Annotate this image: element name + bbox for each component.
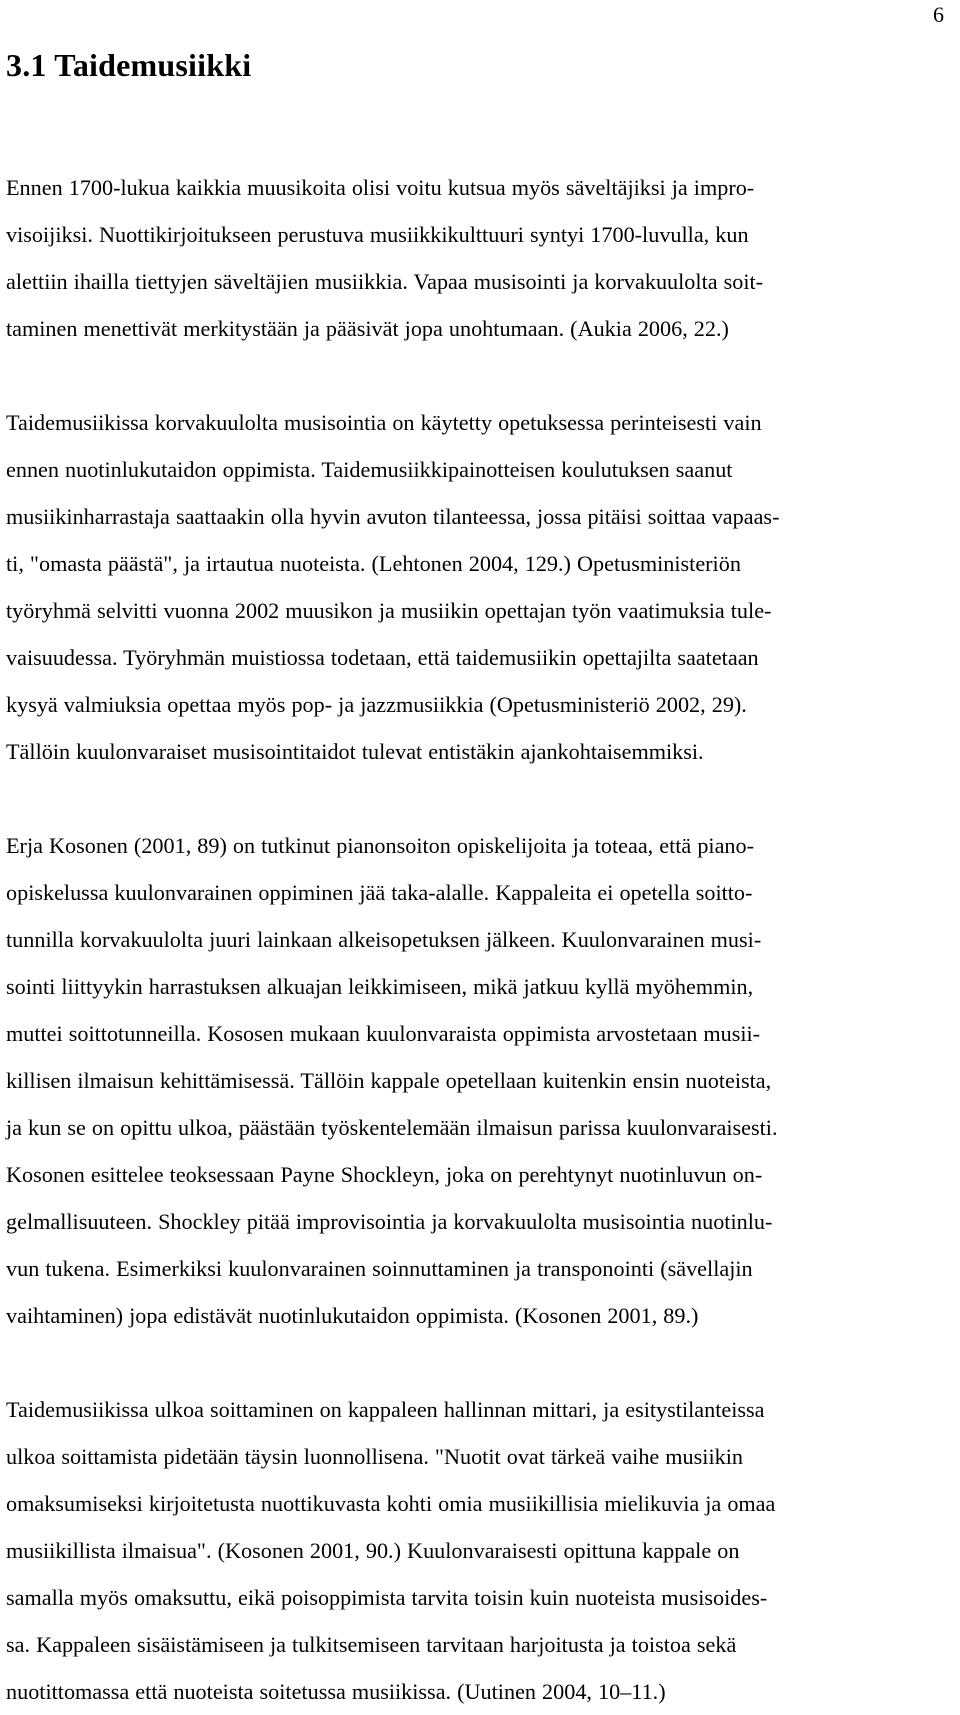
text-line: alettiin ihailla tiettyjen säveltäjien musiikkia. Vapaa musisointi ja korvakuulolta soit- — [6, 269, 764, 294]
text-line: killisen ilmaisun kehittämisessä. Tällöin kappale opetellaan kuitenkin ensin nuoteista, — [6, 1068, 772, 1093]
text-line: ti, "omasta päästä", ja irtautua nuoteista. (Lehtonen 2004, 129.) Opetusministeriön — [6, 551, 741, 576]
text-line: ulkoa soittamista pidetään täysin luonnollisena. "Nuotit ovat tärkeä vaihe musiikin — [6, 1444, 743, 1469]
text-line: musiikillista ilmaisua". (Kosonen 2001, 90.) Kuulonvaraisesti opittuna kappale on — [6, 1538, 740, 1563]
text-line: vun tukena. Esimerkiksi kuulonvarainen soinnuttaminen ja transponointi (sävellajin — [6, 1256, 753, 1281]
text-line: Kosonen esittelee teoksessaan Payne Shockleyn, joka on perehtynyt nuotinluvun on- — [6, 1162, 763, 1187]
text-line: ja kun se on opittu ulkoa, päästään työskentelemään ilmaisun parissa kuulonvaraisesti. — [6, 1115, 778, 1140]
text-line: sa. Kappaleen sisäistämiseen ja tulkitsemiseen tarvitaan harjoitusta ja toistoa sekä — [6, 1632, 737, 1657]
body-text — [6, 164, 946, 1715]
text-line: Taidemusiikissa ulkoa soittaminen on kappaleen hallinnan mittari, ja esitystilanteissa — [6, 1397, 765, 1422]
text-line: tunnilla korvakuulolta juuri lainkaan alkeisopetuksen jälkeen. Kuulonvarainen musi- — [6, 927, 762, 952]
text-line: visoijiksi. Nuottikirjoitukseen perustuva musiikkikulttuuri syntyi 1700-luvulla, kun — [6, 222, 749, 247]
text-line: opiskelussa kuulonvarainen oppiminen jää taka-alalle. Kappaleita ei opetella soitto- — [6, 880, 753, 905]
text-line: ennen nuotinlukutaidon oppimista. Taidemusiikkipainotteisen koulutuksen saanut — [6, 457, 733, 482]
paragraph-4 — [6, 1386, 946, 1715]
text-line: Tällöin kuulonvaraiset musisointitaidot tulevat entistäkin ajankohtaisemmiksi. — [6, 739, 704, 764]
text-line: omaksumiseksi kirjoitetusta nuottikuvasta kohti omia musiikillisia mielikuvia ja omaa — [6, 1491, 776, 1516]
text-line: vaisuudessa. Työryhmän muistiossa todetaan, että taidemusiikin opettajilta saatetaan — [6, 645, 759, 670]
text-line: Ennen 1700-lukua kaikkia muusikoita olisi voitu kutsua myös säveltäjiksi ja impro- — [6, 175, 755, 200]
text-line: vaihtaminen) jopa edistävät nuotinlukutaidon oppimista. (Kosonen 2001, 89.) — [6, 1303, 699, 1328]
text-line: musiikinharrastaja saattaakin olla hyvin avuton tilanteessa, jossa pitäisi soittaa vapaas- — [6, 504, 780, 529]
text-line: sointi liittyykin harrastuksen alkuajan leikkimiseen, mikä jatkuu kyllä myöhemmin, — [6, 974, 754, 999]
text-line: muttei soittotunneilla. Kososen mukaan kuulonvaraista oppimista arvostetaan musii- — [6, 1021, 761, 1046]
text-line: samalla myös omaksuttu, eikä poisoppimista tarvita toisin kuin nuoteista musisoides- — [6, 1585, 768, 1610]
paragraph-2 — [6, 399, 946, 775]
section-heading: 3.1 Taidemusiikki — [6, 47, 252, 83]
text-line: kysyä valmiuksia opettaa myös pop- ja jazzmusiikkia (Opetusministeriö 2002, 29). — [6, 692, 747, 717]
text-line: Taidemusiikissa korvakuulolta musisointia on käytetty opetuksessa perinteisesti vain — [6, 410, 762, 435]
paragraph-1 — [6, 164, 946, 352]
text-line: nuotittomassa että nuoteista soitetussa musiikissa. (Uutinen 2004, 10–11.) — [6, 1679, 666, 1704]
paragraph-3 — [6, 822, 946, 1339]
text-line: gelmallisuuteen. Shockley pitää improvisointia ja korvakuulolta musisointia nuotinlu- — [6, 1209, 773, 1234]
page-number: 6 — [933, 2, 944, 27]
text-line: taminen menettivät merkitystään ja pääsivät jopa unohtumaan. (Aukia 2006, 22.) — [6, 316, 729, 341]
text-line: työryhmä selvitti vuonna 2002 muusikon ja musiikin opettajan työn vaatimuksia tule- — [6, 598, 772, 623]
text-line: Erja Kosonen (2001, 89) on tutkinut pianonsoiton opiskelijoita ja toteaa, että piano- — [6, 833, 755, 858]
